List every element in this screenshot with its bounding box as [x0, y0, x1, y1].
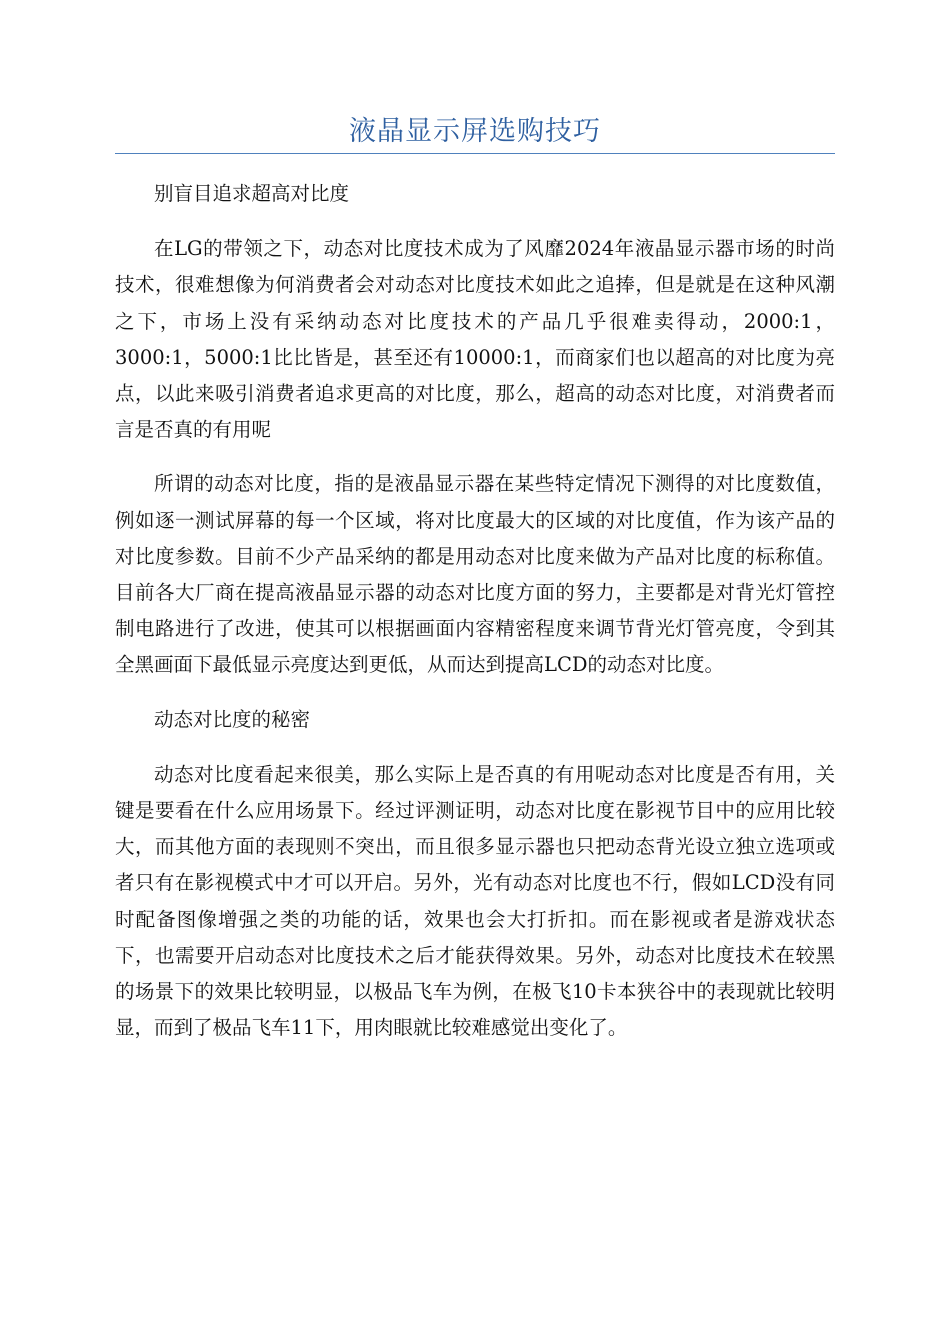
section-heading-contrast: 别盲目追求超高对比度	[154, 182, 350, 205]
section-heading-secret: 动态对比度的秘密	[154, 707, 311, 731]
paragraph-definition: 所谓的动态对比度，指的是液晶显示器在某些特定情况下测得的对比度数值，例如逐一测试屏幕的每一个区域，将对比度最大的区域的对比度值，作为该产品的对比度参数。目前不少产品采纳的都是用动态对比度来做为产品对比度的标称值。目前各大厂商在提高液晶显示器的动态对比度方面的努力，主要都是对背光灯管控制电路进行了改进，使其可以根据画面内容精密程度来调节背光灯管亮度，令到其全黑画面下最低显示亮度达到更低，从而达到提高LCD的动态对比度。	[115, 472, 835, 677]
title-underline	[115, 153, 835, 154]
document-title: 液晶显示屏选购技巧	[349, 116, 601, 147]
document-body	[115, 176, 835, 1064]
paragraph-usefulness: 动态对比度看起来很美，那么实际上是否真的有用呢动态对比度是否有用，关键是要看在什么应用场景下。经过评测证明，动态对比度在影视节目中的应用比较大，而其他方面的表现则不突出，而且很多显示器也只把动态背光设立独立选项或者只有在影视模式中才可以开启。另外，光有动态对比度也不行，假如LCD没有同时配备图像增强之类的功能的话，效果也会大打折扣。而在影视或者是游戏状态下，也需要开启动态对比度技术之后才能获得效果。另外，动态对比度技术在较黑的场景下的效果比较明显，以极品飞车为例，在极飞10卡本狭谷中的表现就比较明显，而到了极品飞车11下，用肉眼就比较难感觉出变化了。	[115, 762, 835, 1040]
paragraph-lg-dynamic-contrast: 在LG的带领之下，动态对比度技术成为了风靡2024年液晶显示器市场的时尚技术，很难想像为何消费者会对动态对比度技术如此之追捧，但是就是在这种风潮之下，市场上没有采纳动态对比度技术的产品几乎很难卖得动，2000:1，3000:1，5000:1比比皆是，甚至还有10000:1，而商家们也以超高的对比度为亮点，以此来吸引消费者追求更高的对比度，那么，超高的动态对比度，对消费者而言是否真的有用呢	[115, 237, 835, 442]
